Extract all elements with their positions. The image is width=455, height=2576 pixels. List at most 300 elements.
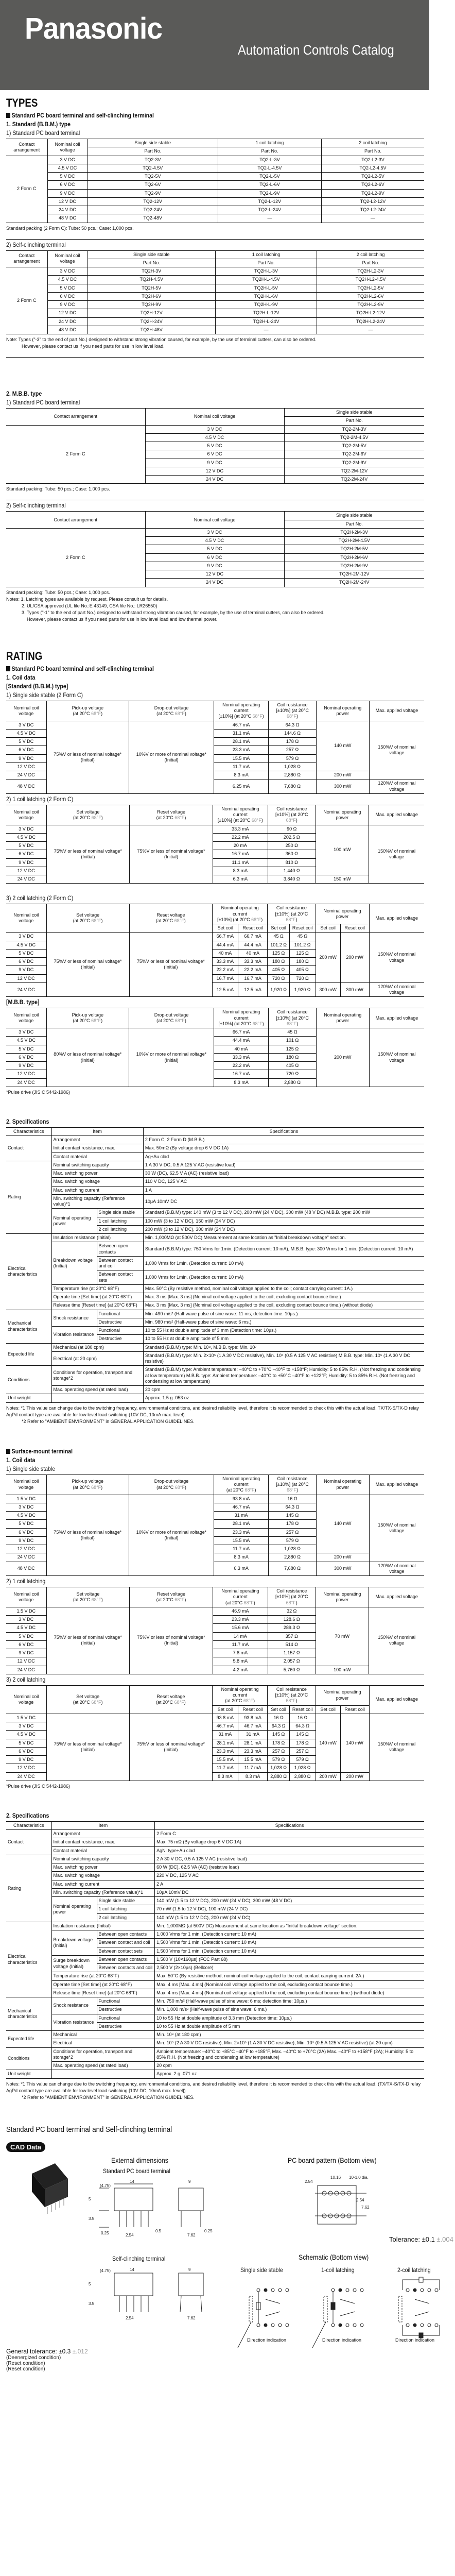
table-cell: 4.5 V DC	[145, 433, 284, 442]
table-cell: 202.5 Ω	[268, 833, 316, 841]
table-cell: 5 V DC	[6, 1632, 46, 1640]
table-cell: 4.5 V DC	[6, 1512, 46, 1520]
table-cell: 2,880 Ω	[269, 771, 316, 779]
table-cell: 12 V DC	[6, 974, 46, 982]
table-cell: 1,028 Ω	[269, 762, 316, 771]
table-cell: 1,028 Ω	[269, 1545, 316, 1553]
table-cell: TQ2-L2-3V	[322, 156, 425, 164]
table-cell: 405 Ω	[269, 1062, 316, 1070]
table-cell: 257 Ω	[289, 1747, 316, 1755]
cad-drawings	[6, 2152, 453, 2348]
table-cell: Max. operating speed (at rated load)	[51, 2062, 155, 2070]
table-cell: 31.1 mA	[214, 729, 268, 737]
table-cell: 28.1 mA	[214, 738, 268, 746]
table-cell: 60 W (DC), 62.5 VA (AC) (resistive load)	[155, 1863, 424, 1872]
table-cell: Reset coil	[289, 1705, 316, 1714]
table-cell: TQ2H-9V	[87, 301, 215, 309]
table-cell: TQ2-2M-5V	[284, 442, 424, 450]
condition-label-1: (Deenergized condition)	[6, 2354, 61, 2361]
table-cell: Nominal operating current [±10%] (at 20°C 68°F)	[212, 904, 267, 924]
table-cell: Nominal operating power	[316, 701, 369, 721]
table-cell: Standard (B.B.M) type: Min. 10⁸, M.B.B. type: Min. 10⁷	[143, 1343, 424, 1351]
table-cell: Part No.	[317, 259, 424, 267]
table-cell: 200 mW	[340, 1772, 369, 1781]
table-cell: Destructive	[97, 1318, 143, 1326]
table-cell: 720 Ω	[289, 974, 316, 982]
table-cell: TQ2H-4.5V	[87, 276, 215, 284]
table-cell: 15.5 mA	[238, 1756, 267, 1764]
spec-row	[6, 1327, 424, 1335]
table-cell: TQ2-4.5V	[87, 164, 218, 172]
direction-indication-2: Direction indication	[322, 2337, 362, 2343]
table-row	[6, 1714, 424, 1722]
svg-text:2.54: 2.54	[356, 2197, 364, 2202]
table-cell: 22.2 mA	[212, 966, 238, 974]
mbb-self-heading: 2) Self-clinching terminal	[6, 502, 66, 510]
table-cell: Part No.	[87, 259, 215, 267]
table-cell: 3 V DC	[6, 1722, 46, 1731]
spec-row	[6, 2039, 424, 2047]
spec-row	[6, 1194, 424, 1209]
table-cell: 75%V or less of nominal voltage* (Initial)	[46, 1607, 130, 1674]
table-cell: 75%V or less of nominal voltage* (Initial)	[46, 1495, 129, 1576]
table-cell: 75%V or less of nominal voltage* (Initial)	[130, 1607, 213, 1674]
schematic-single-label: Single side stable	[240, 2266, 283, 2274]
table-cell: 28.1 mA	[238, 1739, 267, 1747]
table-cell: Coil resistance [±10%] (at 20°C 68°F)	[269, 1475, 316, 1495]
table-cell: TQ2-2M-24V	[284, 476, 424, 484]
coil-1latch-table	[6, 805, 424, 884]
table-cell: TQ2H-24V	[87, 317, 215, 326]
spec-row	[6, 1830, 424, 1838]
table-cell: TQ2-L2-4.5V	[322, 164, 425, 172]
spec-row	[6, 1234, 424, 1242]
table-cell: 200 mW	[316, 1553, 369, 1562]
spec-row	[6, 1930, 424, 1939]
table-cell: Specifications	[155, 1821, 424, 1829]
table-cell: 8.3 mA	[214, 771, 268, 779]
table-cell: 125 Ω	[269, 1045, 316, 1053]
table-cell: Pick-up voltage (at 20°C 68°F)	[46, 1475, 129, 1495]
table-cell: 16.7 mA	[238, 974, 267, 982]
table-cell: 6 V DC	[145, 553, 284, 562]
spec-row	[6, 1161, 424, 1169]
table-cell: 100 mW (3 to 12 V DC), 150 mW (24 V DC)	[143, 1217, 424, 1225]
table-cell: 11.1 mA	[213, 858, 268, 867]
table-cell: AgNi type+Au clad	[155, 1846, 424, 1855]
smt-2latch-heading: 3) 2 coil latching	[6, 1675, 46, 1683]
table-cell: 5 V DC	[145, 545, 284, 553]
rating-heading: RATING	[6, 649, 43, 663]
types-section-heading: Standard PC board terminal and self-clinching terminal	[6, 112, 378, 119]
table-cell: TQ2-12V	[87, 197, 218, 206]
table-cell: Ag+Au clad	[143, 1153, 424, 1161]
table-cell: Reset voltage (at 20°C 68°F)	[130, 805, 213, 825]
table-cell: 46.7 mA	[214, 1503, 268, 1511]
catalog-banner	[0, 0, 429, 90]
spec-row	[6, 1293, 424, 1301]
smt-single-heading: 1) Single side stable	[6, 1465, 56, 1472]
table-cell: Unit weight	[6, 2070, 51, 2078]
self-clinching-drawing	[78, 2268, 222, 2325]
general-tolerance: General tolerance: ±0.3 ±.012	[6, 2347, 88, 2355]
table-cell: 5 V DC	[6, 1520, 46, 1528]
table-cell: 289.3 Ω	[268, 1624, 316, 1632]
table-cell: Coil resistance [±10%] (at 20°C 68°F)	[268, 1685, 316, 1705]
table-row	[6, 214, 424, 223]
table-cell: 75%V or less of nominal voltage* (Initial)	[46, 1714, 129, 1781]
table-cell: 1,500 Vrms for 1 min. (Detection current: 10 mA)	[155, 1939, 424, 1947]
square-bullet-icon	[6, 1449, 10, 1454]
table-cell: Mechanical characteristics	[6, 1310, 51, 1343]
table-cell: Nominal operating current [±10%] (at 20°C 68°F)	[214, 1008, 268, 1028]
self-note: Note: Types ("-3" to the end of part No.) designed to withstand strong vibration caused, for example, by the use of terminal cutters, can also be ordered. However, please contact us if you need parts for use in low level load.	[6, 337, 317, 349]
rating-section-heading: Standard PC board terminal and self-clinching terminal	[6, 665, 378, 672]
spec-row	[6, 1284, 424, 1293]
table-cell: TQ2H-L-9V	[215, 301, 317, 309]
table-cell: 10 to 55 Hz at double amplitude of 5 mm	[155, 2022, 424, 2030]
table-cell: TQ2H-2M-24V	[284, 579, 424, 587]
table-cell: Nominal coil voltage	[47, 139, 87, 156]
table-cell: 180 Ω	[269, 1053, 316, 1061]
table-cell: 24 V DC	[6, 875, 46, 884]
spec-row	[6, 2014, 424, 2022]
table-cell: 28.1 mA	[214, 1520, 268, 1528]
table-cell: Nominal operating power	[51, 1209, 97, 1234]
table-cell: TQ2H-2M-3V	[284, 528, 424, 536]
table-cell: TQ2H-6V	[87, 292, 215, 300]
table-cell: Between contact and coil	[97, 1256, 143, 1270]
self-clinching-heading: 2) Self-clinching terminal	[6, 241, 66, 248]
table-cell: Conditions	[6, 2047, 51, 2070]
table-cell: 1,500 Vrms for 1 min. (Detection current: 10 mA)	[155, 1947, 424, 1955]
table-cell: Expected life	[6, 2031, 51, 2048]
table-cell: Nominal operating power	[316, 904, 369, 924]
table-cell: 178 Ω	[269, 738, 316, 746]
table-cell: 23.3 mA	[212, 1747, 238, 1755]
table-cell: 10µA 10mV DC	[143, 1194, 424, 1209]
table-cell: 24 V DC	[145, 476, 284, 484]
table-cell: 2,880 Ω	[269, 1078, 316, 1087]
square-bullet-icon	[6, 113, 10, 118]
table-cell: 140 mW	[340, 1714, 369, 1772]
table-cell: 1 A	[143, 1186, 424, 1194]
table-cell: Between open contacts	[97, 1955, 155, 1963]
table-cell: 75%V or less of nominal voltage* (Initial)	[46, 825, 130, 884]
table-cell: Part No.	[322, 147, 425, 156]
table-cell: 1 A 30 V DC, 0.5 A 125 V AC (resistive load)	[143, 1161, 424, 1169]
schematic-1coil-label: 1-coil latching	[321, 2266, 355, 2274]
table-cell: Max. 3 ms [Max. 3 ms] (Nominal coil voltage applied to the coil, excluding contact bounce time.) (without diode)	[143, 1301, 424, 1310]
table-cell: Contact arrangement	[6, 250, 47, 267]
table-cell: Max. switching power	[51, 1863, 155, 1872]
table-cell: Unit weight	[6, 1394, 51, 1402]
spec-row	[6, 1301, 424, 1310]
table-cell: 5 V DC	[47, 173, 87, 181]
table-cell: Item	[51, 1127, 143, 1136]
table-cell: Max. 4 ms [Max. 4 ms] (Nominal coil voltage applied to the coil, excluding contact bounce time.) (without diode)	[155, 1989, 424, 1997]
table-cell: 150%V of nominal voltage	[369, 933, 424, 983]
table-cell: 150%V of nominal voltage	[369, 1028, 424, 1087]
table-cell: Max. applied voltage	[369, 904, 424, 933]
table-cell: Min. 1,000MΩ (at 500V DC) Measurement at same location as "Initial breakdown voltage" section.	[143, 1234, 424, 1242]
table-cell: 180 Ω	[289, 958, 316, 966]
table-cell: 46.7 mA	[214, 721, 268, 729]
table-cell: 1,157 Ω	[268, 1649, 316, 1657]
table-cell: Contact material	[51, 1153, 143, 1161]
types-heading: TYPES	[6, 96, 38, 109]
smt-section-heading: Surface-mount terminal	[6, 1448, 378, 1455]
smt-specifications-heading: 2. Specifications	[6, 1811, 49, 1819]
svg-text:7.62: 7.62	[361, 2205, 370, 2210]
table-cell: TQ2H-L2-3V	[317, 267, 424, 276]
table-cell	[51, 1394, 143, 1402]
table-cell: 300 mW	[316, 1562, 369, 1576]
table-cell: 2 coil latching	[97, 1225, 143, 1233]
table-cell: 80%V or less of nominal voltage* (Initial)	[46, 1028, 129, 1087]
table-cell: Nominal operating power	[51, 1897, 97, 1922]
table-cell: 22.2 mA	[238, 966, 267, 974]
table-cell: 2 coil latching	[317, 250, 424, 259]
table-cell: 125 Ω	[268, 949, 289, 957]
table-cell: TQ2H-L2-6V	[317, 292, 424, 300]
table-cell: Conditions for operation, transport and storage*2	[51, 2047, 155, 2062]
table-cell: 200 mW	[316, 1772, 340, 1781]
table-cell: Nominal operating power	[316, 1587, 369, 1607]
spec-row	[6, 1955, 424, 1963]
table-cell: 200 mW	[340, 933, 369, 983]
table-cell: 145 Ω	[269, 1512, 316, 1520]
table-cell: 12.5 mA	[212, 982, 238, 997]
table-cell: TQ2-L-3V	[218, 156, 321, 164]
table-cell: 11.7 mA	[214, 1545, 268, 1553]
table-cell: Nominal operating power	[316, 1008, 369, 1028]
table-cell: 10%V or more of nominal voltage* (Initial)	[129, 1495, 214, 1576]
table-cell: —	[322, 214, 425, 223]
table-cell: Expected life	[6, 1343, 51, 1366]
table-cell: 4.5 V DC	[47, 164, 87, 172]
table-cell: 15.5 mA	[214, 1536, 268, 1545]
spec-row	[6, 1997, 424, 2006]
table-cell: TQ2-2M-6V	[284, 450, 424, 459]
table-cell: Nominal operating current [±10%] (at 20°C 68°F)	[213, 805, 268, 825]
table-cell: 579 Ω	[289, 1756, 316, 1764]
table-cell: Shock resistance	[51, 1310, 97, 1327]
table-row	[6, 156, 424, 164]
table-cell: TQ2-L-9V	[218, 189, 321, 197]
table-cell: Part No.	[215, 259, 317, 267]
table-cell: 22.2 mA	[214, 1062, 268, 1070]
table-cell: Item	[51, 1821, 155, 1829]
cad-data-button[interactable]: CAD Data	[6, 2142, 45, 2152]
document-body	[0, 96, 453, 2372]
table-cell: Nominal operating current (at 20°C 68°F)	[213, 1587, 268, 1607]
table-cell: 200 mW	[316, 1028, 369, 1087]
table-cell: 12 V DC	[6, 1764, 46, 1772]
table-cell: Max. operating speed (at rated load)	[51, 1386, 143, 1394]
spec-row	[6, 1838, 424, 1846]
table-cell: Nominal coil voltage	[145, 409, 284, 426]
svg-text:5: 5	[89, 2196, 91, 2201]
table-cell: Destructive	[97, 2022, 155, 2030]
table-cell: 16.7 mA	[213, 850, 268, 858]
table-cell: 33.3 mA	[213, 825, 268, 833]
spec-row	[6, 1394, 424, 1402]
table-cell: 2,880 Ω	[268, 1772, 289, 1781]
table-cell: Nominal coil voltage	[6, 701, 46, 721]
table-cell: Max. 50°C (By resistive method, nominal coil voltage applied to the coil; contact carrying current: 1A.)	[143, 1284, 424, 1293]
table-cell: Surge breakdown voltage (Initial)	[51, 1955, 97, 1972]
table-cell: Nominal operating power	[316, 805, 369, 825]
table-cell: 20 cpm	[155, 2062, 424, 2070]
mbb-notes: Standard packing: Tube: 50 pcs.; Case: 1,000 pcs. Notes: 1. Latching types are available by request. Please consult us for details. 2. UL/CSA approved (UL file No.:E 43149, CSA file No.: LR26550) 3. Types ("-1" to the end of part No.) designed to withstand strong vibration caused, for example, by the use of terminal cutters, can also be ordered. However, please contact us if you need parts for use in low level load and low thermal power.	[6, 589, 325, 622]
table-cell: 66.7 mA	[238, 933, 267, 941]
direction-indication-1: Direction indication	[247, 2337, 287, 2343]
table-cell: Min. 10⁵ (2 A 30 V DC resistive), Min. 2×10⁵ (1 A 30 V DC resistive), Min. 10⁵ (0.5 A 125 V AC resistive) (at 20 cpm)	[155, 2039, 424, 2047]
table-cell: Mechanical	[51, 2031, 155, 2039]
table-cell: 3 V DC	[6, 721, 46, 729]
table-cell: Single side stable	[284, 512, 424, 520]
table-cell: 10 to 55 Hz at double amplitude of 3.3 mm (Detection time: 10µs.)	[155, 2014, 424, 2022]
table-cell: 6 V DC	[6, 1053, 46, 1061]
table-cell: Nominal operating current [±10%] (at 20°C 68°F)	[214, 701, 268, 721]
table-cell: 24 V DC	[6, 1772, 46, 1781]
table-cell: Rating	[6, 1855, 51, 1922]
table-cell: 30 W (DC), 62.5 V A (AC) (resistive load)	[143, 1170, 424, 1178]
table-cell: Part No.	[284, 417, 424, 425]
table-cell: TQ2-L2-6V	[322, 181, 425, 189]
table-row	[6, 721, 424, 729]
mbb-rating-heading: [M.B.B. type]	[6, 998, 40, 1006]
table-cell: 1 coil latching	[218, 139, 321, 147]
table-cell: Nominal switching capacity	[51, 1161, 143, 1169]
spec-row	[6, 1310, 424, 1318]
table-cell: Max. 50°C (By resistive method, nominal coil voltage applied to the coil; contact carrying current: 2A.)	[155, 1972, 424, 1980]
table-cell: Single side stable	[284, 409, 424, 417]
spec-row	[6, 2047, 424, 2062]
table-cell: 1,920 Ω	[289, 982, 316, 997]
table-cell: 31 mA	[212, 1731, 238, 1739]
table-cell: Characteristics	[6, 1821, 51, 1829]
table-cell: 100 mW	[316, 1666, 369, 1674]
one-coil-latching-heading: 2) 1 coil latching (2 Form C)	[6, 795, 74, 803]
table-cell: 140 mW	[316, 1495, 369, 1553]
mbb-type-heading: 2. M.B.B. type	[6, 390, 42, 398]
table-cell	[51, 2070, 155, 2078]
table-cell: 150%V of nominal voltage	[369, 721, 424, 779]
table-cell: 5 V DC	[6, 842, 46, 850]
table-cell: Max. applied voltage	[369, 1475, 424, 1495]
table-cell: Destructive	[97, 2006, 155, 2014]
table-row	[6, 1495, 424, 1503]
table-cell: 33.3 mA	[214, 1053, 268, 1061]
table-cell: 1,028 Ω	[289, 1764, 316, 1772]
table-cell: 200 mW	[316, 933, 340, 983]
table-cell: 810 Ω	[268, 858, 316, 867]
table-cell: Initial contact resistance, max.	[51, 1838, 155, 1846]
table-cell: 4.5 V DC	[6, 833, 46, 841]
table-cell: Approx. 1.5 g .053 oz	[143, 1394, 424, 1402]
table-cell: 3 V DC	[6, 933, 46, 941]
table-cell: Vibration resistance	[51, 2014, 97, 2031]
table-cell: 10 to 55 Hz at double amplitude of 5 mm	[143, 1335, 424, 1343]
table-cell: TQ2-6V	[87, 181, 218, 189]
spec-row	[6, 1186, 424, 1194]
table-cell: Conditions for operation, transport and storage*2	[51, 1366, 143, 1386]
table-cell: 100 mW	[316, 825, 369, 875]
table-cell: 3 V DC	[6, 1616, 46, 1624]
table-cell: Max. switching current	[51, 1880, 155, 1888]
table-cell: 2,880 Ω	[269, 1553, 316, 1562]
svg-text:9: 9	[188, 2179, 191, 2184]
table-cell: —	[215, 326, 317, 334]
table-cell: 5 V DC	[6, 1739, 46, 1747]
table-cell: 3 V DC	[6, 1503, 46, 1511]
table-cell: 75%V or less of nominal voltage* (Initial)	[129, 1714, 212, 1781]
table-cell: 357 Ω	[268, 1632, 316, 1640]
table-cell: TQ2-3V	[87, 156, 218, 164]
table-cell: 16 Ω	[289, 1714, 316, 1722]
table-cell: 11.7 mA	[212, 1764, 238, 1772]
spec-row	[6, 1897, 424, 1905]
table-cell: 405 Ω	[268, 966, 289, 974]
table-cell: 2 coil latching	[322, 139, 425, 147]
table-cell: 7.8 mA	[213, 1649, 268, 1657]
table-cell: 11.7 mA	[238, 1764, 267, 1772]
svg-text:9: 9	[188, 2267, 191, 2272]
table-cell: 31 mA	[238, 1731, 267, 1739]
table-cell: 150%V of nominal voltage	[369, 1495, 424, 1562]
spec-row	[6, 1872, 424, 1880]
table-cell: 6 V DC	[47, 292, 87, 300]
table-cell: 9 V DC	[47, 301, 87, 309]
table-cell: 12 V DC	[47, 197, 87, 206]
svg-text:0.25: 0.25	[101, 2230, 109, 2235]
table-cell: Max. 50mΩ (By voltage drop 6 V DC 1A)	[143, 1144, 424, 1153]
spec-row	[6, 1343, 424, 1351]
table-cell: Pick-up voltage (at 20°C 68°F)	[46, 701, 129, 721]
spec-row	[6, 1242, 424, 1257]
table-cell: Insulation resistance (Initial)	[51, 1234, 143, 1242]
table-cell: 200 mW (3 to 12 V DC), 300 mW (24 V DC)	[143, 1225, 424, 1233]
direction-indication-3: Direction indication	[395, 2337, 435, 2343]
spec-row	[6, 1351, 424, 1366]
table-cell: TQ2H-3V	[87, 267, 215, 276]
table-cell: 1 coil latching	[215, 250, 317, 259]
table-cell: 101 Ω	[269, 1037, 316, 1045]
table-row	[6, 825, 424, 833]
table-cell: 9 V DC	[47, 189, 87, 197]
table-cell: 6.25 mA	[214, 779, 268, 794]
svg-text:7.62: 7.62	[187, 2232, 196, 2238]
table-cell: TQ2H-L-3V	[215, 267, 317, 276]
table-cell: 10 to 55 Hz at double amplitude of 3 mm (Detection time: 10µs.)	[143, 1327, 424, 1335]
table-cell: 46.7 mA	[212, 1722, 238, 1731]
table-cell: 8.3 mA	[238, 1772, 267, 1781]
table-cell: 75%V or less of nominal voltage* (Initial)	[130, 825, 213, 884]
table-cell: 2,500 V (2×10µs) (Bellcore)	[155, 1964, 424, 1972]
table-cell: 178 Ω	[268, 1739, 289, 1747]
table-cell: —	[218, 214, 321, 223]
table-cell: 32 Ω	[268, 1607, 316, 1615]
table-cell: 66.7 mA	[214, 1028, 268, 1037]
table-cell: TQ2H-L2-24V	[317, 317, 424, 326]
spec-row	[6, 1153, 424, 1161]
table-cell: Single side stable	[97, 1897, 155, 1905]
table-row	[6, 197, 424, 206]
table-cell: 12 V DC	[6, 1657, 46, 1666]
cad-footer	[6, 2347, 429, 2372]
